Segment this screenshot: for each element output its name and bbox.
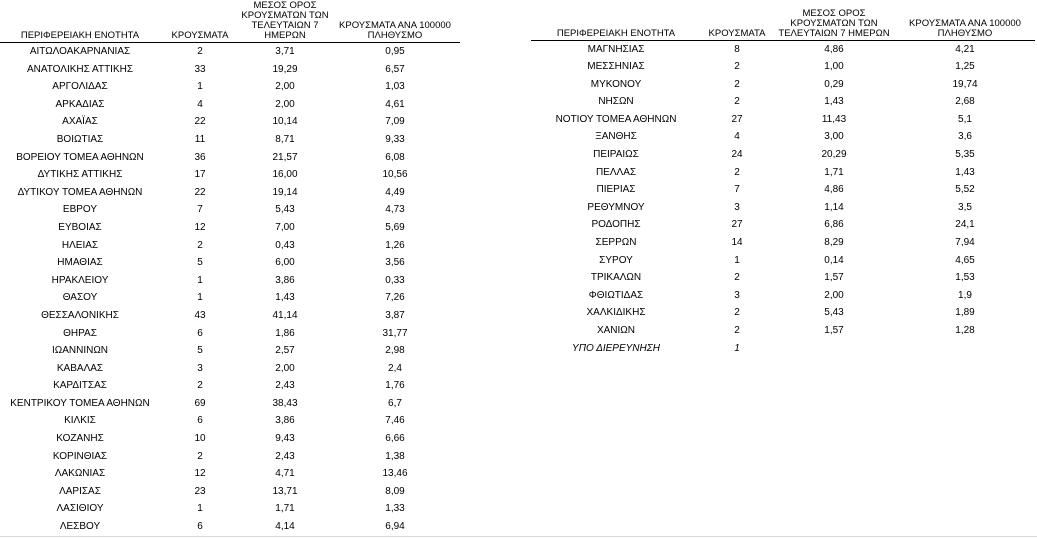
cell-cases: 5: [197, 257, 203, 269]
cell-7day-average: 10,14: [272, 116, 298, 128]
cell-cases-per-100k: 5,52: [955, 184, 975, 196]
cell-cases-per-100k: 1,43: [955, 166, 975, 178]
cell-region: ΚΕΝΤΡΙΚΟΥ ΤΟΜΕΑ ΑΘΗΝΩΝ: [10, 397, 150, 409]
cell-7day-average: [773, 340, 895, 358]
cell-7day-average: 1,71: [275, 503, 295, 515]
table-row: [0, 131, 460, 149]
cell-cases-per-100k: 1,9: [958, 289, 972, 301]
cell-cases-per-100k: 5,35: [955, 149, 975, 161]
table-row: [0, 465, 460, 483]
cell-cases-per-100k: 0,33: [385, 274, 405, 286]
cell-7day-average: 0,14: [824, 254, 844, 266]
cell-cases-per-100k: 8,09: [385, 485, 405, 497]
cell-region: ΝΗΣΩΝ: [598, 96, 634, 108]
cell-region: ΘΗΡΑΣ: [63, 327, 97, 339]
cell-cases: 17: [194, 169, 206, 181]
cell-region: ΑΧΑΪΑΣ: [62, 116, 98, 128]
cell-region: ΧΑΝΙΩΝ: [596, 325, 636, 336]
cell-cases: 8: [734, 43, 740, 55]
table-row: [531, 322, 1035, 340]
cell-7day-average: 4,14: [275, 521, 295, 533]
cell-cases: 2: [197, 450, 203, 462]
cell-cases: 1: [197, 503, 203, 515]
cell-cases: 2: [734, 166, 740, 178]
cell-cases-per-100k: 3,56: [385, 257, 405, 269]
cell-cases: 7: [197, 204, 203, 216]
cell-cases: 1: [734, 342, 740, 354]
table-row: [0, 518, 460, 536]
cell-cases-per-100k: 4,65: [955, 254, 975, 266]
table-body-right: [531, 40, 1035, 340]
cell-region: ΗΡΑΚΛΕΙΟΥ: [51, 274, 109, 286]
cell-cases: 3: [734, 201, 740, 213]
header-7day-average: ΜΕΣΟΣ ΟΡΟΣ ΚΡΟΥΣΜΑΤΩΝ ΤΩΝ ΤΕΛΕΥΤΑΙΩΝ 7 ΗΜΕΡΩΝ: [773, 0, 895, 40]
cell-cases-per-100k: 9,33: [385, 133, 405, 145]
table-row: [0, 342, 460, 360]
cell-cases-per-100k: 2,98: [385, 345, 405, 357]
table-row: [0, 360, 460, 378]
table-row: [531, 111, 1035, 129]
header-cases: ΚΡΟΥΣΜΑΤΑ: [160, 1, 240, 43]
cell-region: ΔΥΤΙΚΗΣ ΑΤΤΙΚΗΣ: [37, 169, 123, 181]
cell-region: ΚΙΛΚΙΣ: [64, 415, 96, 427]
cell-cases: 22: [194, 116, 206, 128]
cases-table-right: [531, 0, 1035, 357]
table-row: [531, 287, 1035, 305]
cell-cases-per-100k: 1,53: [955, 272, 975, 284]
cell-cases-per-100k: 6,94: [385, 521, 405, 533]
page-bottom-divider: [0, 536, 1037, 537]
cell-region: ΚΑΒΑΛΑΣ: [56, 362, 104, 374]
table-row: [0, 78, 460, 96]
cell-7day-average: 9,43: [275, 433, 295, 445]
cell-cases: 12: [194, 468, 206, 480]
table-row: [531, 93, 1035, 111]
cases-table-left: [0, 1, 460, 536]
cell-cases: 2: [734, 307, 740, 319]
cell-cases-per-100k: 2,4: [388, 362, 402, 374]
table-row: [0, 201, 460, 219]
cell-cases: 24: [731, 149, 743, 161]
cell-7day-average: 3,86: [275, 274, 295, 286]
cell-region: ΜΑΓΝΗΣΙΑΣ: [587, 43, 645, 55]
cell-cases-per-100k: 5,1: [958, 113, 972, 125]
cell-region: ΠΕΛΛΑΣ: [595, 166, 637, 178]
table-row: [0, 325, 460, 343]
cell-7day-average: 2,00: [275, 98, 295, 110]
cell-region: ΥΠΟ ΔΙΕΡΕΥΝΗΣΗ: [572, 342, 660, 354]
cell-cases: 2: [734, 61, 740, 73]
cell-7day-average: 41,14: [272, 309, 298, 321]
table-row: [531, 40, 1035, 58]
cell-region: ΔΥΤΙΚΟΥ ΤΟΜΕΑ ΑΘΗΝΩΝ: [17, 186, 143, 198]
cell-cases: 27: [731, 113, 743, 125]
cell-cases-per-100k: 3,87: [385, 309, 405, 321]
cell-cases-per-100k: 19,74: [952, 78, 978, 90]
cell-region: ΗΜΑΘΙΑΣ: [57, 257, 103, 269]
cell-region: ΕΒΡΟΥ: [62, 204, 98, 216]
cell-region: ΜΥΚΟΝΟΥ: [590, 78, 642, 90]
table-row: [531, 269, 1035, 287]
table-row: [0, 289, 460, 307]
cell-cases-per-100k: 6,7: [388, 397, 402, 409]
table-row: [531, 128, 1035, 146]
cell-cases: 4: [197, 98, 203, 110]
cell-cases-per-100k: [895, 340, 1035, 358]
cell-cases: 43: [194, 309, 206, 321]
cell-region: ΠΙΕΡΙΑΣ: [596, 184, 636, 196]
cell-cases-per-100k: 1,25: [955, 61, 975, 73]
cell-cases: 7: [734, 184, 740, 196]
table-row: [531, 76, 1035, 94]
cell-cases: 6: [197, 327, 203, 339]
cell-cases: 11: [194, 133, 206, 145]
cell-cases: 22: [194, 186, 206, 198]
cell-cases: 69: [194, 397, 206, 409]
cell-cases: 23: [194, 485, 206, 497]
cell-7day-average: 1,57: [824, 325, 844, 336]
cell-cases: 6: [197, 521, 203, 533]
table-row: [0, 254, 460, 272]
cell-cases-per-100k: 1,28: [955, 325, 975, 336]
cell-region: ΝΟΤΙΟΥ ΤΟΜΕΑ ΑΘΗΝΩΝ: [555, 113, 677, 125]
header-cases-per-100k: ΚΡΟΥΣΜΑΤΑ ΑΝΑ 100000 ΠΛΗΘΥΣΜΟ: [330, 1, 460, 43]
under-investigation-row: [531, 340, 1035, 358]
table-row: [0, 377, 460, 395]
cell-cases-per-100k: 3,6: [958, 131, 972, 143]
table-row: [0, 113, 460, 131]
header-region: ΠΕΡΙΦΕΡΕΙΑΚΗ ΕΝΟΤΗΤΑ: [531, 0, 701, 40]
cell-cases: 1: [734, 254, 740, 266]
cell-region: ΘΕΣΣΑΛΟΝΙΚΗΣ: [41, 309, 119, 321]
cell-cases-per-100k: 1,33: [385, 503, 405, 515]
table-row: [0, 149, 460, 167]
cell-cases-per-100k: 1,03: [385, 81, 405, 93]
cell-7day-average: 2,57: [275, 345, 295, 357]
header-region: ΠΕΡΙΦΕΡΕΙΑΚΗ ΕΝΟΤΗΤΑ: [0, 1, 160, 43]
cell-7day-average: 1,86: [275, 327, 295, 339]
table-row: [0, 395, 460, 413]
cell-cases-per-100k: 6,66: [385, 433, 405, 445]
cell-cases-per-100k: 4,21: [955, 43, 975, 55]
cell-7day-average: 8,29: [824, 237, 844, 249]
cell-7day-average: 13,71: [272, 485, 298, 497]
cell-7day-average: 8,71: [275, 133, 295, 145]
cell-cases: 1: [197, 81, 203, 93]
cell-7day-average: 4,86: [824, 43, 844, 55]
cell-region: ΑΙΤΩΛΟΑΚΑΡΝΑΝΙΑΣ: [29, 46, 131, 57]
cell-cases: 14: [731, 237, 743, 249]
cell-7day-average: 21,57: [272, 151, 298, 163]
table-row: [531, 216, 1035, 234]
cell-cases-per-100k: 13,46: [382, 468, 408, 480]
cell-7day-average: 2,00: [275, 362, 295, 374]
cell-7day-average: 1,43: [275, 292, 295, 304]
cell-region: ΙΩΑΝΝΙΝΩΝ: [51, 345, 109, 357]
cell-cases-per-100k: 10,56: [382, 169, 408, 181]
cell-7day-average: 2,00: [275, 81, 295, 93]
cell-cases-per-100k: 0,95: [385, 46, 405, 57]
cell-cases-per-100k: 5,69: [385, 221, 405, 233]
cell-7day-average: 16,00: [272, 169, 298, 181]
table-row: [0, 219, 460, 237]
cell-region: ΦΘΙΩΤΙΔΑΣ: [588, 289, 644, 301]
cell-7day-average: 1,71: [824, 166, 844, 178]
cell-cases-per-100k: 24,1: [955, 219, 975, 231]
cell-7day-average: 4,86: [824, 184, 844, 196]
cell-7day-average: 1,57: [824, 272, 844, 284]
cell-7day-average: 3,71: [275, 46, 295, 57]
cell-7day-average: 19,14: [272, 186, 298, 198]
cell-cases: 33: [194, 63, 206, 75]
cell-region: ΛΑΚΩΝΙΑΣ: [54, 468, 106, 480]
cell-7day-average: 1,00: [824, 61, 844, 73]
cell-region: ΒΟΡΕΙΟΥ ΤΟΜΕΑ ΑΘΗΝΩΝ: [16, 151, 144, 163]
cell-cases: 2: [734, 272, 740, 284]
cell-cases-per-100k: 4,73: [385, 204, 405, 216]
cell-cases-per-100k: 4,61: [385, 98, 405, 110]
table-row: [531, 58, 1035, 76]
table-row: [0, 430, 460, 448]
cell-cases-per-100k: 4,49: [385, 186, 405, 198]
cell-7day-average: 5,43: [824, 307, 844, 319]
cell-7day-average: 7,00: [275, 221, 295, 233]
table-row: [0, 166, 460, 184]
cell-7day-average: 6,86: [824, 219, 844, 231]
table-row: [0, 483, 460, 501]
header-7day-average: ΜΕΣΟΣ ΟΡΟΣ ΚΡΟΥΣΜΑΤΩΝ ΤΩΝ ΤΕΛΕΥΤΑΙΩΝ 7 ΗΜΕΡΩΝ: [241, 0, 329, 41]
cell-7day-average: 2,43: [275, 450, 295, 462]
cell-cases: 2: [197, 239, 203, 251]
cell-region: ΡΟΔΟΠΗΣ: [591, 219, 641, 231]
cell-7day-average: 2,00: [824, 289, 844, 301]
cell-7day-average: 1,14: [824, 201, 844, 213]
cell-cases-per-100k: 6,08: [385, 151, 405, 163]
cell-cases: 1: [197, 292, 203, 304]
cell-7day-average: 3,00: [824, 131, 844, 143]
cell-7day-average: 38,43: [272, 397, 298, 409]
cell-cases: 36: [194, 151, 206, 163]
table-row: [531, 234, 1035, 252]
cell-region: ΕΥΒΟΙΑΣ: [58, 221, 102, 233]
cell-cases-per-100k: 1,26: [385, 239, 405, 251]
table-row: [0, 448, 460, 466]
cell-region: ΤΡΙΚΑΛΩΝ: [590, 272, 642, 284]
cell-7day-average: 11,43: [821, 113, 847, 125]
cell-cases-per-100k: 7,46: [385, 415, 405, 427]
table-row: [0, 43, 460, 61]
header-cases-per-100k: ΚΡΟΥΣΜΑΤΑ ΑΝΑ 100000 ΠΛΗΘΥΣΜΟ: [895, 0, 1035, 40]
cell-cases-per-100k: 7,26: [385, 292, 405, 304]
table-row: [0, 184, 460, 202]
cell-cases: 4: [734, 131, 740, 143]
cell-7day-average: 4,71: [275, 468, 295, 480]
table-row: [0, 412, 460, 430]
table-row: [0, 96, 460, 114]
table-row: [0, 61, 460, 79]
cell-region: ΣΥΡΟΥ: [599, 254, 633, 266]
table-row: [531, 164, 1035, 182]
cell-region: ΧΑΛΚΙΔΙΚΗΣ: [586, 307, 646, 319]
cell-region: ΚΟΡΙΝΘΙΑΣ: [52, 450, 108, 462]
cell-cases: 3: [734, 289, 740, 301]
table-row: [531, 304, 1035, 322]
cell-region: ΚΟΖΑΝΗΣ: [56, 433, 104, 445]
cell-7day-average: 20,29: [821, 149, 847, 161]
cell-7day-average: 2,43: [275, 380, 295, 392]
cell-cases: 12: [194, 221, 206, 233]
cell-7day-average: 5,43: [275, 204, 295, 216]
table-row: [531, 199, 1035, 217]
table-row: [0, 237, 460, 255]
cell-region: ΣΕΡΡΩΝ: [595, 237, 637, 249]
table-row: [0, 272, 460, 290]
cell-cases: 2: [197, 46, 203, 57]
cell-region: ΒΟΙΩΤΙΑΣ: [56, 133, 104, 145]
cell-7day-average: 3,86: [275, 415, 295, 427]
table-row: [531, 181, 1035, 199]
table-row: [0, 500, 460, 518]
cell-cases-per-100k: 7,94: [955, 237, 975, 249]
table-row: [531, 252, 1035, 270]
cell-region: ΑΡΚΑΔΙΑΣ: [55, 98, 105, 110]
cell-cases-per-100k: 7,09: [385, 116, 405, 128]
cell-region: ΛΕΣΒΟΥ: [59, 521, 101, 533]
cell-cases: 3: [197, 362, 203, 374]
cell-cases-per-100k: 2,68: [955, 96, 975, 108]
table-header-row: [0, 1, 460, 43]
cell-region: ΠΕΙΡΑΙΩΣ: [593, 149, 639, 161]
table-row: [531, 146, 1035, 164]
cell-7day-average: 0,29: [824, 78, 844, 90]
table-body-left: [0, 43, 460, 536]
cell-region: ΞΑΝΘΗΣ: [595, 131, 637, 143]
cell-cases: 5: [197, 345, 203, 357]
cell-cases-per-100k: 3,5: [958, 201, 972, 213]
cell-region: ΛΑΣΙΘΙΟΥ: [56, 503, 104, 515]
header-cases: ΚΡΟΥΣΜΑΤΑ: [701, 0, 773, 40]
cell-cases: 10: [194, 433, 206, 445]
cell-7day-average: 0,43: [275, 239, 295, 251]
cell-7day-average: 1,43: [824, 96, 844, 108]
cell-cases: 2: [197, 380, 203, 392]
cell-region: ΑΡΓΟΛΙΔΑΣ: [52, 81, 108, 93]
cell-cases: 2: [734, 96, 740, 108]
cell-cases-per-100k: 1,38: [385, 450, 405, 462]
cell-region: ΛΑΡΙΣΑΣ: [59, 485, 101, 497]
cell-cases: 1: [197, 274, 203, 286]
cell-cases-per-100k: 6,57: [385, 63, 405, 75]
table-header-row: [531, 0, 1035, 40]
cell-region: ΡΕΘΥΜΝΟΥ: [587, 201, 645, 213]
cell-7day-average: 19,29: [272, 63, 298, 75]
cell-7day-average: 6,00: [275, 257, 295, 269]
cell-region: ΚΑΡΔΙΤΣΑΣ: [53, 380, 107, 392]
cell-cases: 6: [197, 415, 203, 427]
cell-region: ΗΛΕΙΑΣ: [61, 239, 99, 251]
cell-region: ΜΕΣΣΗΝΙΑΣ: [587, 61, 645, 73]
cell-region: ΘΑΣΟΥ: [62, 292, 98, 304]
cell-cases-per-100k: 1,76: [385, 380, 405, 392]
cell-region: ΑΝΑΤΟΛΙΚΗΣ ΑΤΤΙΚΗΣ: [26, 63, 134, 75]
cell-cases: 2: [734, 325, 740, 336]
cell-cases-per-100k: 1,89: [955, 307, 975, 319]
cell-cases: 2: [734, 78, 740, 90]
cell-cases-per-100k: 31,77: [382, 327, 408, 339]
cell-cases: 27: [731, 219, 743, 231]
table-row: [0, 307, 460, 325]
